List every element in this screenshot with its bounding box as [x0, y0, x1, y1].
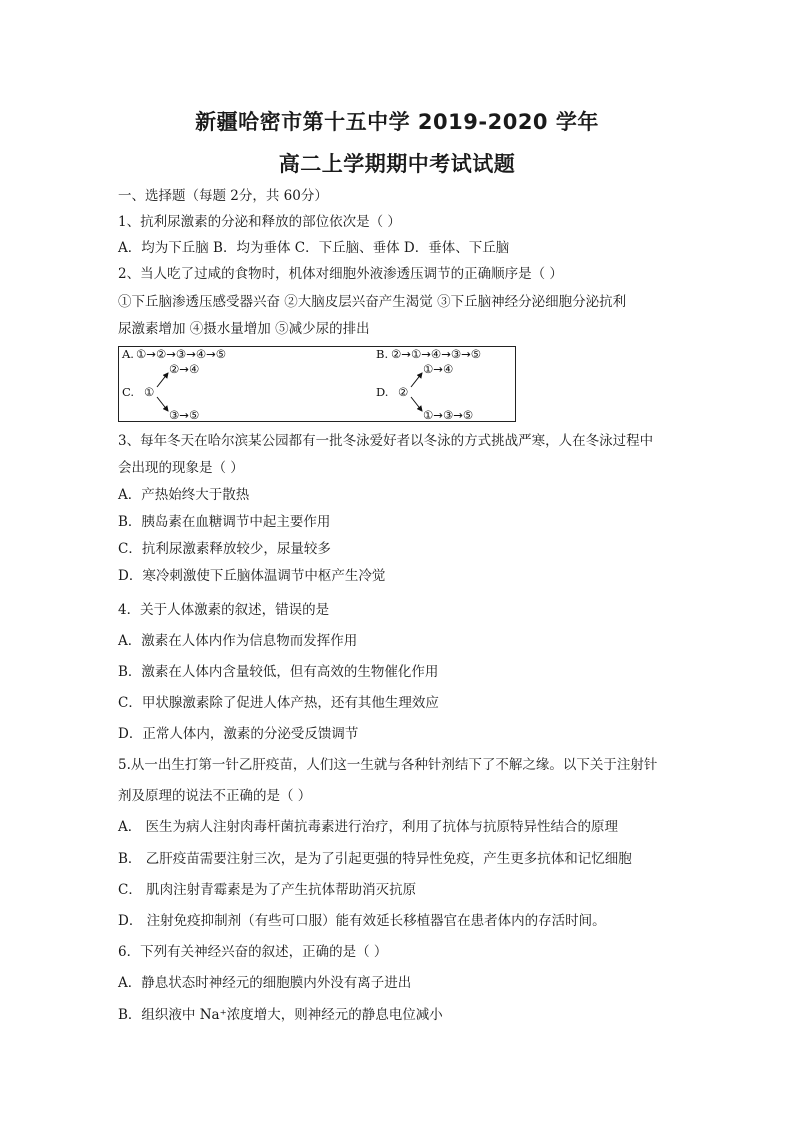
question-6-stem: 6．下列有关神经兴奋的叙述，正确的是（ ）	[118, 944, 388, 960]
option-a-label: A.	[122, 347, 134, 361]
question-3-option-c: C．抗利尿激素释放较少，尿量较多	[118, 541, 331, 557]
question-6-option-a: A．静息状态时神经元的细胞膜内外没有离子进出	[118, 975, 412, 991]
question-5-option-b: B． 乙肝疫苗需要注射三次，是为了引起更强的特异性免疫，产生更多抗体和记忆细胞	[118, 851, 632, 867]
question-2-stem: 2、当人吃了过咸的食物时，机体对细胞外液渗透压调节的正确顺序是（ ）	[118, 266, 563, 282]
question-2-items-cont: 尿激素增加 ④摄水量增加 ⑤减少尿的排出	[118, 321, 370, 337]
option-a-chain: ①→②→③→④→⑤	[136, 347, 227, 361]
question-5-stem-cont: 剂及原理的说法不正确的是（ ）	[118, 788, 312, 804]
option-c-arrow-up	[157, 373, 168, 387]
question-2-items: ①下丘脑渗透压感受器兴奋 ②大脑皮层兴奋产生渴觉 ③下丘脑神经分泌细胞分泌抗利	[118, 294, 627, 310]
question-4-stem: 4．关于人体激素的叙述，错误的是	[118, 602, 330, 618]
exam-title-line2: 高二上学期期中考试试题	[278, 152, 516, 176]
option-d-top-branch: ①→④	[423, 362, 454, 376]
option-c-label: C.	[122, 385, 135, 399]
option-c-root: ①	[144, 385, 155, 399]
question-2-options-diagram	[118, 346, 516, 422]
question-5-option-c: C． 肌肉注射青霉素是为了产生抗体帮助消灭抗原	[118, 882, 417, 898]
question-1-stem: 1、抗利尿激素的分泌和释放的部位依次是（ ）	[118, 214, 401, 230]
question-5-stem: 5.从一出生打第一针乙肝疫苗，人们这一生就与各种针剂结下了不解之缘。以下关于注射针	[118, 757, 658, 773]
question-4-option-b: B．激素在人体内含量较低，但有高效的生物催化作用	[118, 664, 439, 680]
option-d-label: D.	[376, 385, 389, 399]
question-5-option-a: A． 医生为病人注射肉毒杆菌抗毒素进行治疗，利用了抗体与抗原特异性结合的原理	[118, 819, 619, 835]
option-b-label: B.	[376, 347, 389, 361]
question-4-option-a: A．激素在人体内作为信息物而发挥作用	[118, 633, 358, 649]
question-4-option-c: C．甲状腺激素除了促进人体产热，还有其他生理效应	[118, 695, 439, 711]
question-1-options: A．均为下丘脑 B．均为垂体 C．下丘脑、垂体 D．垂体、下丘脑	[118, 240, 510, 256]
question-6-option-b: B．组织液中 Na⁺浓度增大，则神经元的静息电位减小	[118, 1007, 443, 1023]
section-heading: 一、选择题（每题 2分，共 60分）	[118, 188, 328, 204]
option-b-chain: ②→①→④→③→⑤	[391, 347, 482, 361]
option-d-root: ②	[398, 385, 409, 399]
question-3-option-a: A．产热始终大于散热	[118, 487, 250, 503]
question-3-stem: 3、每年冬天在哈尔滨某公园都有一批冬泳爱好者以冬泳的方式挑战严寒，人在冬泳过程中	[118, 433, 654, 449]
question-3-stem-cont: 会出现的现象是（ ）	[118, 460, 244, 476]
question-5-option-d: D． 注射免疫抑制剂（有些可口服）能有效延长移植器官在患者体内的存活时间。	[118, 913, 606, 929]
exam-title-line1: 新疆哈密市第十五中学 2019-2020 学年	[195, 110, 599, 134]
option-d-arrow-down	[411, 397, 422, 411]
option-d-bottom-branch: ①→③→⑤	[423, 408, 474, 422]
option-c-arrow-down	[157, 397, 168, 411]
option-d-arrow-up	[411, 373, 422, 387]
question-4-option-d: D．正常人体内，激素的分泌受反馈调节	[118, 726, 359, 742]
question-3-option-d: D．寒冷刺激使下丘脑体温调节中枢产生冷觉	[118, 568, 386, 584]
options-diagram-svg	[119, 347, 517, 423]
question-3-option-b: B．胰岛素在血糖调节中起主要作用	[118, 514, 331, 530]
option-c-bottom-branch: ③→⑤	[169, 408, 200, 422]
option-c-top-branch: ②→④	[169, 362, 200, 376]
